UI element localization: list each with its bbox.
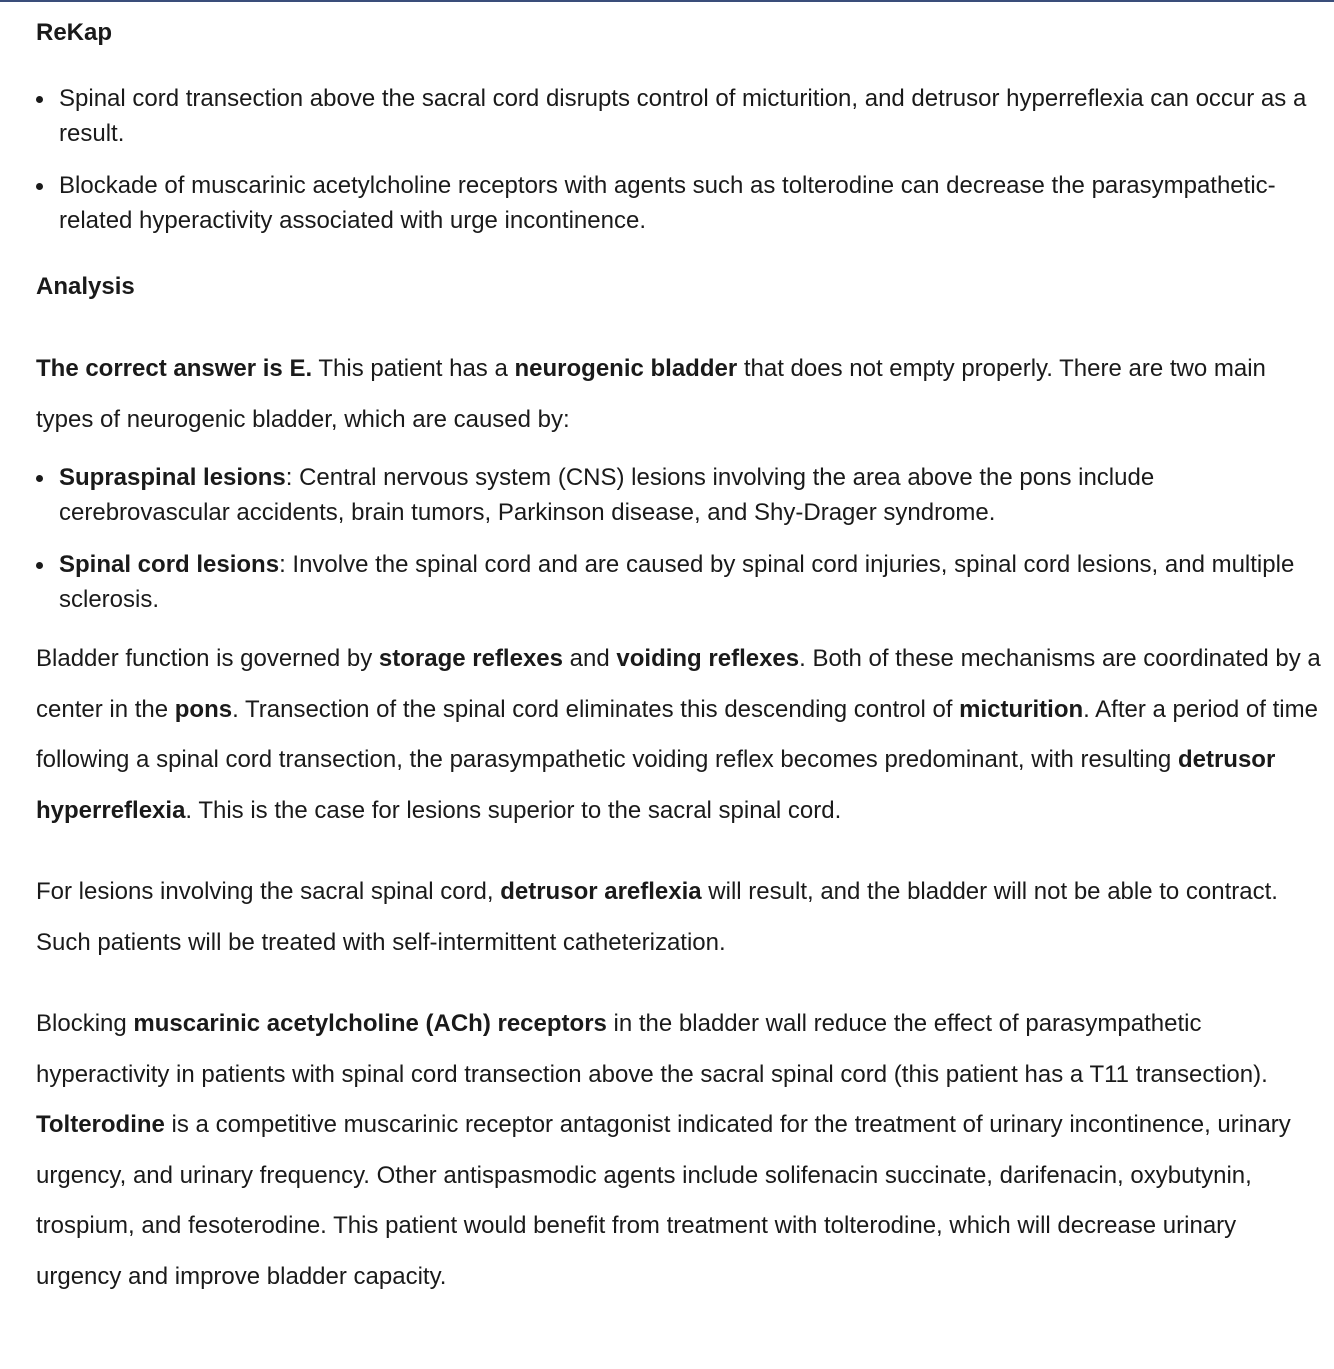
bullet-icon: [36, 96, 43, 103]
list-item: [36, 460, 1326, 530]
text-run: . After a period of time following a spinal cord transection, the parasympathetic voiding reflex becomes predominant, with resulting: [36, 695, 1318, 773]
list-item: [36, 168, 1326, 238]
correct-answer-label: The correct answer is E.: [36, 355, 313, 382]
text-run: in the bladder wall reduce the effect of parasympathetic hyperactivity in patients with spinal cord transection above the sacral spinal cord (this patient has a T11 transection).: [36, 1010, 1268, 1088]
answer-paragraph: [36, 344, 1326, 445]
text-run: This patient has a: [312, 355, 515, 382]
key-term: micturition: [959, 695, 1084, 723]
rekap-heading: ReKap: [36, 19, 113, 46]
sacral-lesion-paragraph: [36, 867, 1326, 968]
text-run: : Central nervous system (CNS) lesions involving the area above the pons include cerebrovascular accidents, brain tumors, Parkinson disease, and Shy-Drager syndrome.: [59, 464, 1155, 526]
key-term: voiding reflexes: [616, 645, 800, 672]
text-run: For lesions involving the sacral spinal cord,: [36, 878, 501, 905]
text-run: and: [563, 645, 617, 672]
key-term: Tolterodine: [36, 1111, 165, 1138]
treatment-paragraph: [36, 999, 1326, 1302]
text-run: Blocking: [36, 1010, 134, 1037]
text-run: . Transection of the spinal cord eliminates this descending control of: [232, 695, 960, 723]
key-term: pons: [174, 695, 233, 723]
key-term: storage reflexes: [378, 645, 563, 672]
text-run: Bladder function is governed by: [36, 645, 379, 672]
key-term: Spinal cord lesions: [59, 551, 280, 578]
key-term: Supraspinal lesions: [59, 464, 286, 491]
key-term: neurogenic bladder: [514, 355, 738, 382]
bullet-icon: [36, 183, 43, 190]
text-run: : Involve the spinal cord and are caused by spinal cord injuries, spinal cord lesions, and multiple sclerosis.: [59, 551, 1295, 613]
lesion-type-list: [36, 460, 1326, 617]
text-run: will result, and the bladder will not be able to contract. Such patients will be treated with self-intermittent catheterization.: [36, 878, 1278, 956]
list-item: [36, 81, 1326, 151]
top-border: [0, 0, 1334, 2]
list-item: [36, 547, 1326, 617]
bullet-icon: [36, 562, 43, 569]
analysis-heading: Analysis: [36, 273, 135, 300]
text-run: that does not empty properly. There are two main types of neurogenic bladder, which are caused by:: [36, 355, 1266, 433]
bullet-icon: [36, 475, 43, 482]
rekap-bullet-text: Blockade of muscarinic acetylcholine receptors with agents such as tolterodine can decrease the parasympathetic-related hyperactivity associated with urge incontinence.: [59, 172, 1276, 234]
rekap-bullet-text: Spinal cord transection above the sacral cord disrupts control of micturition, and detrusor hyperreflexia can occur as a result.: [59, 85, 1307, 147]
text-run: . This is the case for lesions superior to the sacral spinal cord.: [185, 796, 842, 824]
explanation-content: [36, 16, 1326, 1302]
bladder-function-paragraph: [36, 634, 1326, 836]
key-term: detrusor hyperreflexia: [36, 746, 1276, 824]
text-run: is a competitive muscarinic receptor antagonist indicated for the treatment of urinary incontinence, urinary urgency, and urinary frequency. Other antispasmodic agents include solifenacin succinate, darifenacin, oxybutynin, trospium, and fesoterodine. This patient would benefit from treatment with tolterodine, which will decrease urinary urgency and improve bladder capacity.: [36, 1111, 1291, 1290]
rekap-list: [36, 81, 1326, 238]
key-term: detrusor areflexia: [500, 878, 702, 905]
key-term: muscarinic acetylcholine (ACh) receptors: [133, 1010, 607, 1037]
text-run: . Both of these mechanisms are coordinated by a center in the: [36, 645, 1321, 723]
